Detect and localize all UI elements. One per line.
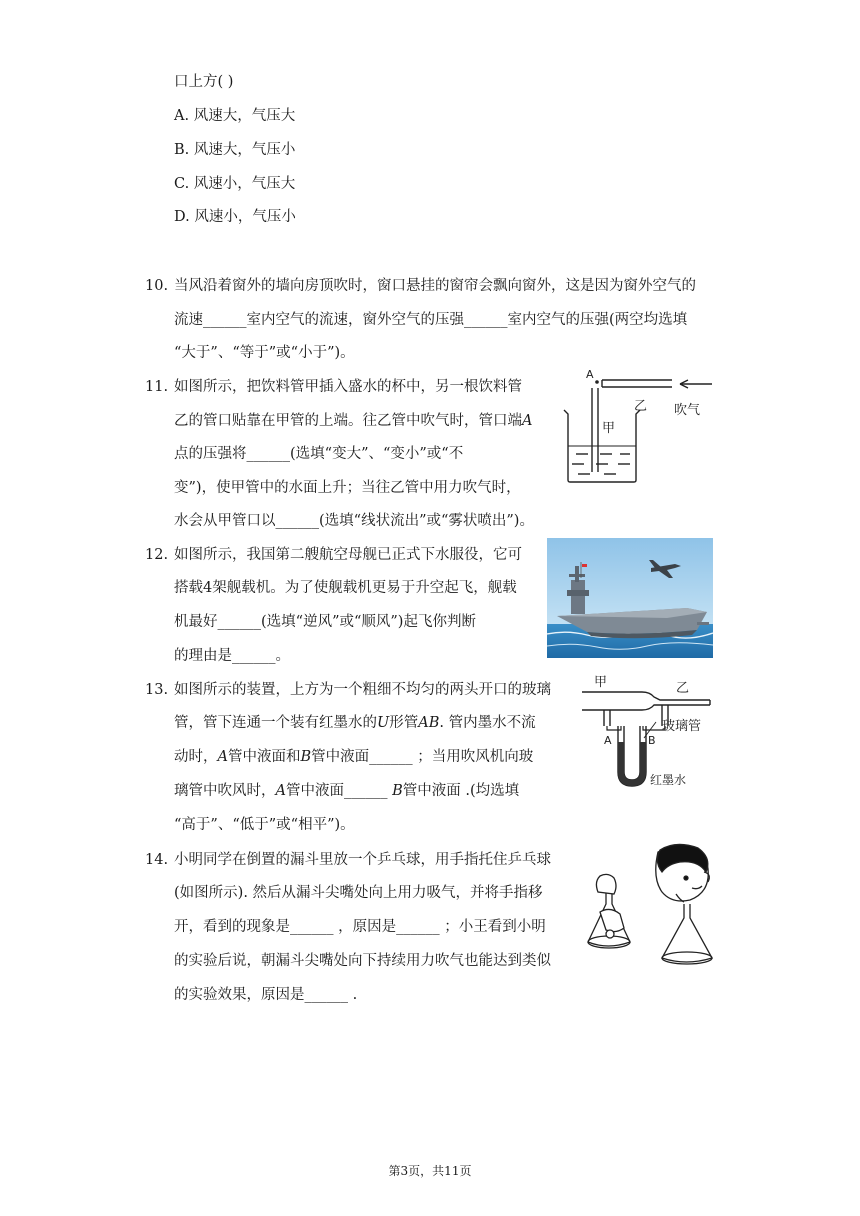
q13-ab-label: AB bbox=[418, 715, 440, 731]
q14-line-4: 的实验后说，朝漏斗尖嘴处向下持续用力吹气也能达到类似 bbox=[174, 953, 551, 969]
q11-line-3: 点的压强将______(选填“变大”、“变小”或“不 bbox=[174, 446, 464, 462]
q13-line-3-b: B bbox=[300, 749, 312, 765]
q11-line-2-text: 乙的管口贴靠在甲管的上端。往乙管中吹气时，管口端 bbox=[174, 413, 522, 429]
q13-line-2-part-1: 管，管下连通一个装有红墨水的 bbox=[174, 715, 377, 731]
q11-line-4: 变”)，使甲管中的水面上升；当往乙管中用力吹气时， bbox=[174, 480, 521, 496]
q13-line-3-part-3: 管中液面______ ；当用吹风机向玻 bbox=[311, 749, 534, 765]
q10-line-2: 流速______室内空气的流速，窗外空气的压强______室内空气的压强(两空均选填 bbox=[174, 312, 688, 328]
q13-number: 13. bbox=[145, 682, 169, 698]
q11-fig-label-yi: 乙 bbox=[634, 399, 648, 414]
q13-line-3 bbox=[174, 747, 533, 767]
q13-u-label: U bbox=[377, 715, 390, 731]
q9-option-d: D. 风速小，气压小 bbox=[174, 209, 296, 225]
q11-number: 11. bbox=[145, 379, 169, 395]
q11-fig-label-blow: 吹气 bbox=[674, 403, 701, 418]
q13-line-2-part-3: . 管内墨水不流 bbox=[439, 715, 536, 731]
q9-option-a: A. 风速大，气压大 bbox=[174, 108, 296, 124]
q14-line-2: (如图所示). 然后从漏斗尖嘴处向上用力吸气，并将手指移 bbox=[174, 885, 543, 901]
q13-fig-label-b: B bbox=[648, 734, 656, 747]
q13-line-4-part-1: 璃管中吹风时， bbox=[174, 783, 276, 799]
q13-line-1: 如图所示的装置，上方为一个粗细不均匀的两头开口的玻璃 bbox=[174, 682, 551, 698]
q13-fig-label-yi: 乙 bbox=[676, 681, 690, 696]
q9-stem-tail: 口上方( ) bbox=[174, 74, 234, 90]
q12-line-2: 搭载4架舰载机。为了使舰载机更易于升空起飞，舰载 bbox=[174, 580, 517, 596]
q11-line-2 bbox=[174, 411, 532, 431]
q9-option-c: C. 风速小，气压大 bbox=[174, 176, 296, 192]
page-footer: 第3页，共11页 bbox=[388, 1164, 472, 1178]
q13-line-3-a: A bbox=[217, 749, 228, 765]
q14-line-3: 开，看到的现象是______ ，原因是______ ；小王看到小明 bbox=[174, 919, 546, 935]
q13-line-2-part-2: 形管 bbox=[389, 715, 419, 731]
q13-fig-label-glass: 玻璃管 bbox=[662, 719, 702, 734]
q12-number: 12. bbox=[145, 547, 169, 563]
q12-line-4: 的理由是______。 bbox=[174, 648, 290, 664]
q13-fig-label-a: A bbox=[604, 734, 612, 747]
q14-line-5: 的实验效果，原因是______ . bbox=[174, 987, 358, 1003]
q13-line-3-part-1: 动时， bbox=[174, 749, 218, 765]
q13-line-3-part-2: 管中液面和 bbox=[227, 749, 301, 765]
q11-fig-label-jia: 甲 bbox=[602, 421, 616, 436]
q13-line-4-a: A bbox=[275, 783, 286, 799]
q14-funnel-pingpong-figure bbox=[580, 842, 722, 972]
q13-line-4-b: B bbox=[392, 783, 403, 799]
q13-line-4 bbox=[174, 781, 519, 801]
q11-point-a: A bbox=[522, 413, 533, 429]
q13-line-4-part-2: 管中液面______ bbox=[285, 783, 393, 799]
q10-line-3: “大于”、“等于”或“小于”)。 bbox=[174, 345, 355, 361]
q10-line-1: 当风沿着窗外的墙向房顶吹时，窗口悬挂的窗帘会飘向窗外，这是因为窗外空气的 bbox=[174, 278, 696, 294]
q13-line-2 bbox=[174, 713, 536, 733]
q9-option-b: B. 风速大，气压小 bbox=[174, 142, 296, 158]
q11-line-5: 水会从甲管口以______(选填“线状流出”或“雾状喷出”)。 bbox=[174, 513, 534, 529]
q13-line-4-part-3: 管中液面 .(均选填 bbox=[402, 783, 520, 799]
q13-fig-label-ink: 红墨水 bbox=[650, 773, 687, 787]
q10-number: 10. bbox=[145, 278, 169, 294]
q14-line-1: 小明同学在倒置的漏斗里放一个乒乓球，用手指托住乒乓球 bbox=[174, 852, 551, 868]
q13-venturi-u-tube-figure bbox=[580, 672, 720, 792]
q11-straw-beaker-figure bbox=[556, 368, 716, 488]
q14-number: 14. bbox=[145, 852, 169, 868]
q11-line-1: 如图所示，把饮料管甲插入盛水的杯中，另一根饮料管 bbox=[174, 379, 522, 395]
q13-fig-label-jia: 甲 bbox=[594, 675, 608, 690]
q11-fig-label-a: A bbox=[586, 368, 594, 381]
q13-line-5: “高于”、“低于”或“相平”)。 bbox=[174, 817, 355, 833]
q12-line-3: 机最好______(选填“逆风”或“顺风”)起飞你判断 bbox=[174, 614, 476, 630]
aircraft-carrier-photo bbox=[547, 538, 713, 658]
q12-line-1: 如图所示，我国第二艘航空母舰已正式下水服役，它可 bbox=[174, 547, 522, 563]
